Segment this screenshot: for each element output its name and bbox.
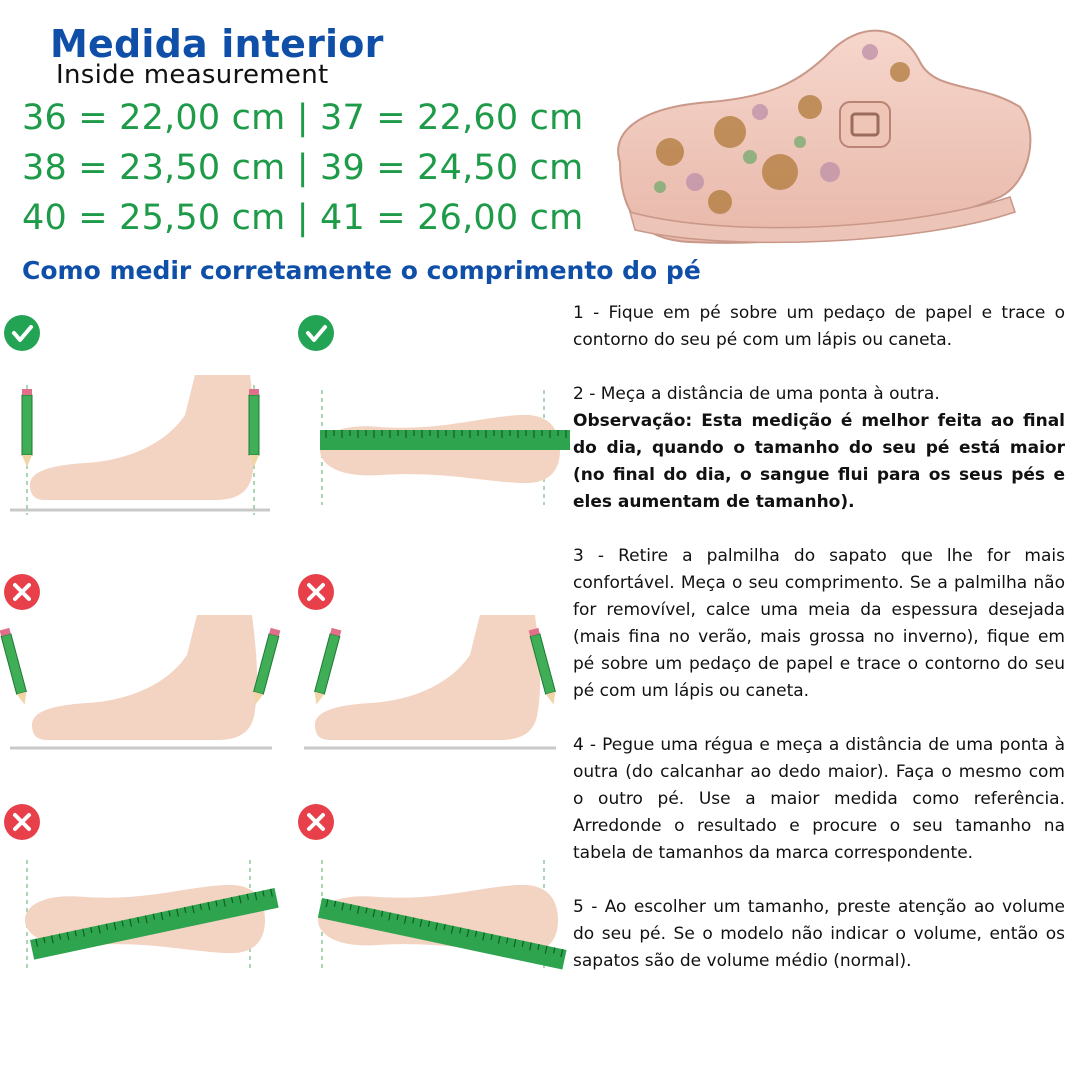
cross-icon [298, 804, 334, 840]
pencil-icon [22, 389, 32, 467]
size-row-3: 40 = 25,50 cm | 41 = 26,00 cm [22, 198, 584, 238]
cross-icon [4, 804, 40, 840]
ruler-icon [320, 430, 570, 450]
pencil-icon [0, 628, 29, 706]
cross-icon [4, 574, 40, 610]
step-2: 2 - Meça a distância de uma ponta à outra. [573, 384, 940, 404]
page-subtitle: Inside measurement [56, 60, 329, 90]
pencil-icon [249, 389, 259, 467]
cross-icon [298, 574, 334, 610]
foot-illustrations [0, 300, 570, 1000]
check-icon [298, 315, 334, 351]
step-2-note: Observação: Esta medição é melhor feita ao final do dia, quando o tamanho do seu pé está maior (no final do dia, o sangue flui para os seus pés e eles aumentam de tamanho). [573, 411, 1065, 512]
step-3: 3 - Retire a palmilha do sapato que lhe for mais confortável. Meça o seu comprimento. Se a palmilha não for removível, calce uma meia da espessura desejada (mais fina no verão, mais grossa no inverno), fique em pé sobre um pedaço de papel e trace o contorno do seu pé com um lápis ou caneta. [573, 546, 1065, 701]
step-4: 4 - Pegue uma régua e meça a distância de uma ponta à outra (do calcanhar ao dedo maior). Faça o mesmo com o outro pé. Use a maior medida como referência. Arredonde o resultado e procure o seu tamanho na tabela de tamanhos da marca correspondente. [573, 735, 1065, 863]
instructions [573, 300, 1065, 1002]
step-1: 1 - Fique em pé sobre um pedaço de papel e trace o contorno do seu pé com um lápis ou caneta. [573, 303, 1065, 350]
page-title: Medida interior [50, 22, 384, 66]
step-5: 5 - Ao escolher um tamanho, preste atenção ao volume do seu pé. Se o modelo não indicar o volume, então os sapatos são de volume médio (normal). [573, 897, 1065, 971]
pencil-icon [312, 628, 342, 706]
how-to-title: Como medir corretamente o comprimento do pé [22, 256, 701, 285]
size-row-1: 36 = 22,00 cm | 37 = 22,60 cm [22, 98, 584, 138]
size-row-2: 38 = 23,50 cm | 39 = 24,50 cm [22, 148, 584, 188]
step-2-block [573, 381, 1065, 516]
clog-product-image [600, 12, 1040, 252]
check-icon [4, 315, 40, 351]
